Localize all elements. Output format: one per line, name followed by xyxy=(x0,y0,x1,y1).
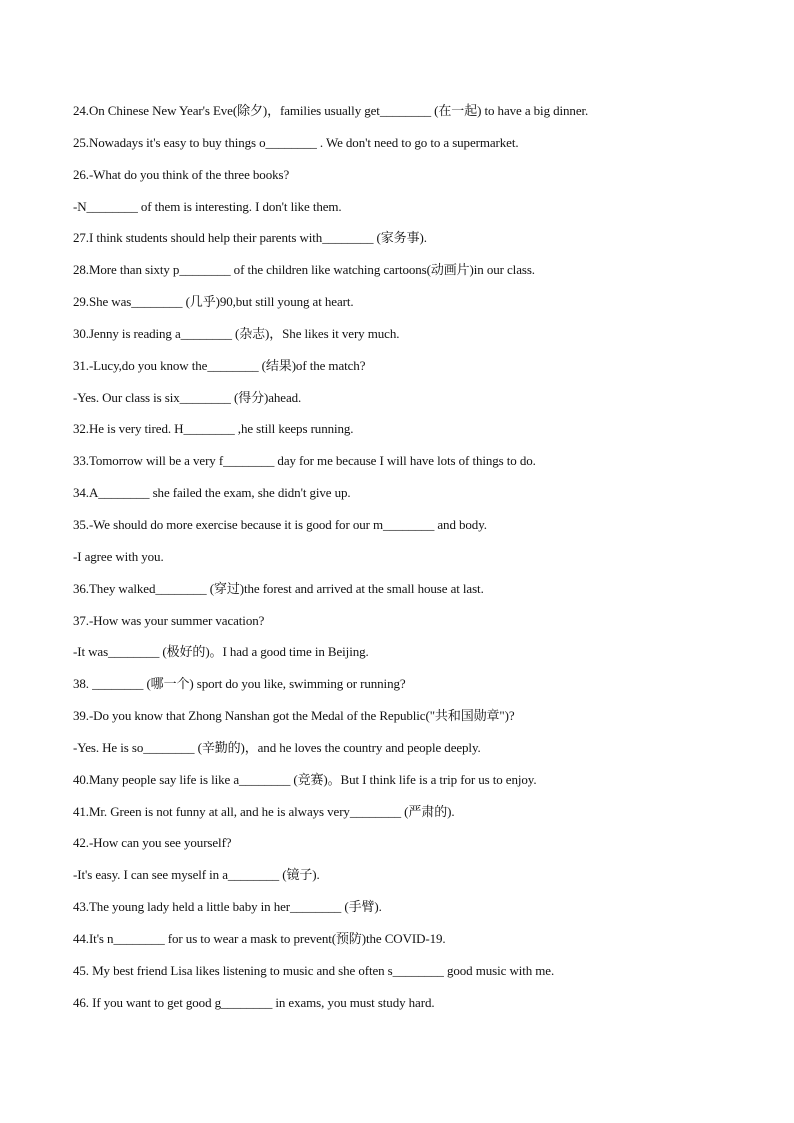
exercise-line: 34.A________ she failed the exam, she didn't give up. xyxy=(73,485,351,501)
exercise-line: 26.-What do you think of the three books? xyxy=(73,166,290,182)
exercise-line: -I agree with you. xyxy=(73,548,164,564)
exercise-line: 46. If you want to get good g________ in exams, you must study hard. xyxy=(73,994,435,1010)
exercise-line: 29.She was________ (几乎)90,but still young at heart. xyxy=(73,294,354,310)
exercise-line: 27.I think students should help their parents with________ (家务事). xyxy=(73,230,427,246)
exercise-line: 30.Jenny is reading a________ (杂志)，She likes it very much. xyxy=(73,325,400,341)
exercise-line: 41.Mr. Green is not funny at all, and he is always very________ (严肃的). xyxy=(73,803,455,819)
exercise-line: -Yes. He is so________ (辛勤的)，and he loves the country and people deeply. xyxy=(73,739,481,755)
exercise-line: 45. My best friend Lisa likes listening to music and she often s________ good music with me. xyxy=(73,962,555,978)
exercise-line: 39.-Do you know that Zhong Nanshan got the Medal of the Republic("共和国勋章")? xyxy=(73,708,515,724)
exercise-list xyxy=(73,101,733,1024)
exercise-line: 32.He is very tired. H________ ,he still keeps running. xyxy=(73,421,354,437)
exercise-line: 37.-How was your summer vacation? xyxy=(73,612,265,628)
exercise-line: 40.Many people say life is like a________ (竞赛)。But I think life is a trip for us to enjoy. xyxy=(73,771,537,787)
exercise-line: 28.More than sixty p________ of the children like watching cartoons(动画片)in our class. xyxy=(73,262,535,278)
exercise-line: 44.It's n________ for us to wear a mask to prevent(预防)the COVID-19. xyxy=(73,930,446,946)
exercise-line: 25.Nowadays it's easy to buy things o________ . We don't need to go to a supermarket. xyxy=(73,134,519,150)
exercise-line: -N________ of them is interesting. I don't like them. xyxy=(73,198,342,214)
exercise-line: 35.-We should do more exercise because it is good for our m________ and body. xyxy=(73,516,487,532)
exercise-line: 24.On Chinese New Year's Eve(除夕)，families usually get________ (在一起) to have a big dinner. xyxy=(73,103,589,118)
exercise-line: 42.-How can you see yourself? xyxy=(73,835,232,851)
exercise-line: -It's easy. I can see myself in a________ (镜子). xyxy=(73,867,320,883)
exercise-line: 31.-Lucy,do you know the________ (结果)of the match? xyxy=(73,357,366,373)
exercise-line: 36.They walked________ (穿过)the forest and arrived at the small house at last. xyxy=(73,580,484,596)
exercise-line: 33.Tomorrow will be a very f________ day for me because I will have lots of things to do. xyxy=(73,453,536,469)
exercise-line: 38. ________ (哪一个) sport do you like, swimming or running? xyxy=(73,676,406,692)
exercise-line: -It was________ (极好的)。I had a good time in Beijing. xyxy=(73,644,369,660)
exercise-line: -Yes. Our class is six________ (得分)ahead. xyxy=(73,389,302,405)
exercise-line: 43.The young lady held a little baby in her________ (手臂). xyxy=(73,899,382,915)
